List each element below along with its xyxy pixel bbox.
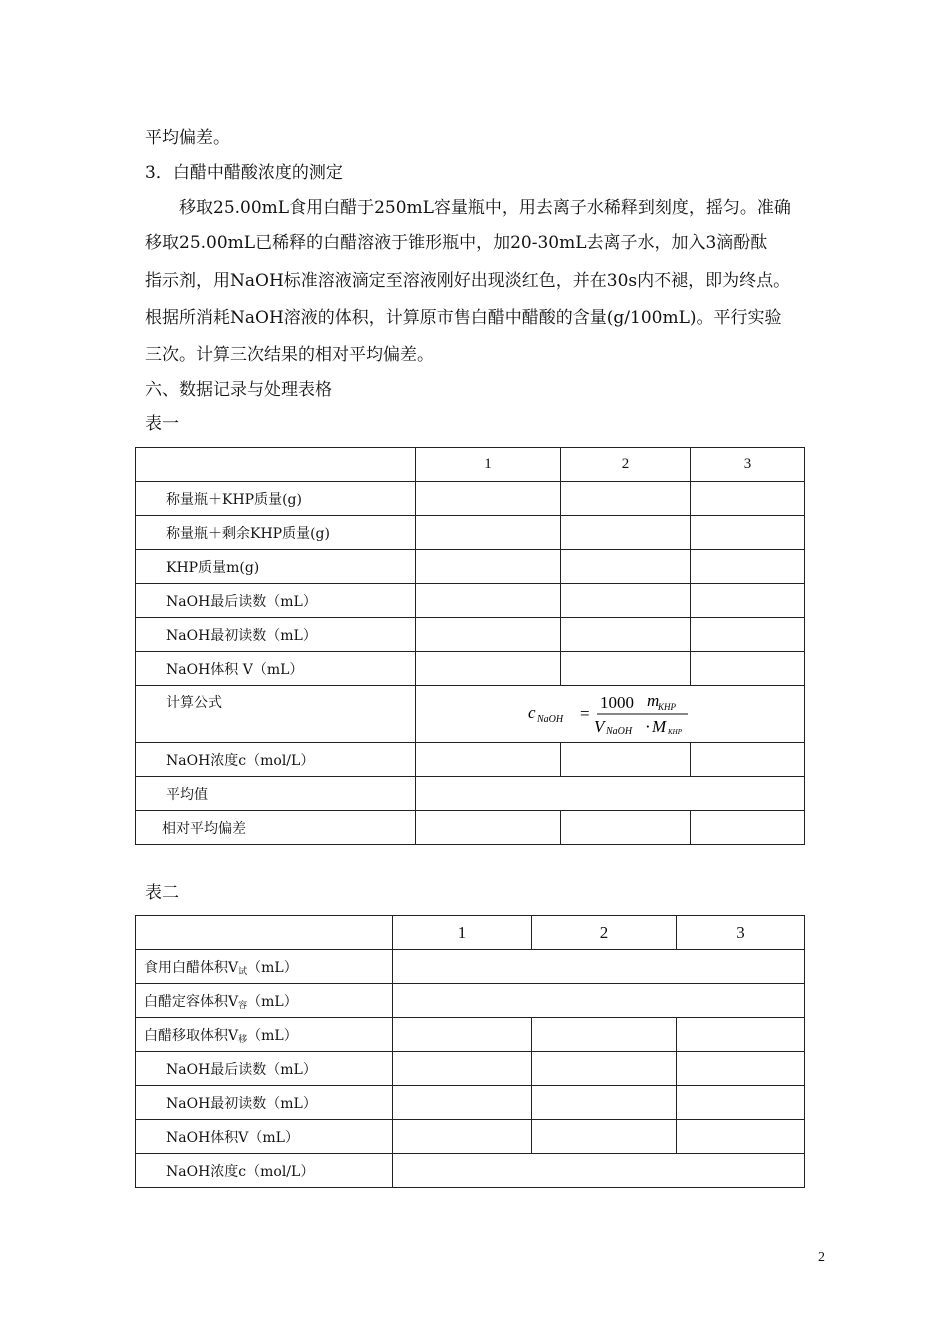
row-label: NaOH最初读数（mL） bbox=[136, 1086, 393, 1120]
data-cell bbox=[561, 811, 691, 845]
paragraph-line-7: 三次。计算三次结果的相对平均偏差。 bbox=[145, 345, 434, 365]
table-row bbox=[136, 482, 805, 516]
data-cell bbox=[393, 1154, 805, 1188]
row-label-sub: 试 bbox=[238, 966, 248, 977]
data-cell bbox=[393, 1086, 532, 1120]
header-col-1: 1 bbox=[393, 916, 532, 950]
table-row bbox=[136, 584, 805, 618]
data-cell bbox=[393, 950, 805, 984]
data-cell bbox=[677, 1120, 805, 1154]
table-row bbox=[136, 984, 805, 1018]
table2-title: 表二 bbox=[145, 883, 179, 903]
page-number: 2 bbox=[818, 1250, 825, 1265]
data-cell bbox=[561, 584, 691, 618]
data-cell bbox=[416, 482, 561, 516]
table-row bbox=[136, 652, 805, 686]
header-col-1: 1 bbox=[416, 448, 561, 482]
table-2 bbox=[135, 915, 805, 1188]
data-cell bbox=[532, 1120, 677, 1154]
paragraph-line-6: 根据所消耗NaOH溶液的体积，计算原市售白醋中醋酸的含量(g/100mL)。平行实验 bbox=[145, 308, 782, 328]
data-cell bbox=[532, 1018, 677, 1052]
paragraph-line-5: 指示剂，用NaOH标准溶液滴定至溶液刚好出现淡红色，并在30s内不褪，即为终点。 bbox=[145, 271, 791, 291]
row-label bbox=[136, 1018, 393, 1052]
row-label-unit: （mL） bbox=[247, 993, 298, 1010]
formula-label: 计算公式 bbox=[136, 686, 416, 743]
table-row bbox=[136, 743, 805, 777]
section-heading-3: 3．白醋中醋酸浓度的测定 bbox=[145, 163, 343, 183]
data-cell bbox=[416, 777, 805, 811]
row-label: 称量瓶＋剩余KHP质量(g) bbox=[136, 516, 416, 550]
table-row bbox=[136, 1018, 805, 1052]
header-empty-cell bbox=[136, 916, 393, 950]
data-cell bbox=[691, 652, 805, 686]
row-label: NaOH最后读数（mL） bbox=[136, 1052, 393, 1086]
row-label-unit: （mL） bbox=[247, 1027, 298, 1044]
header-col-2: 2 bbox=[561, 448, 691, 482]
row-label: 平均值 bbox=[136, 777, 416, 811]
formula-c: c bbox=[528, 703, 536, 722]
data-cell bbox=[691, 584, 805, 618]
paragraph-line-4: 移取25.00mL已稀释的白醋溶液于锥形瓶中，加20-30mL去离子水，加入3滴酚酞 bbox=[145, 233, 768, 253]
data-cell bbox=[393, 1120, 532, 1154]
row-label-text: 白醋移取体积V bbox=[144, 1027, 239, 1044]
table-header-row bbox=[136, 916, 805, 950]
data-cell bbox=[677, 1086, 805, 1120]
row-label: NaOH体积 V（mL） bbox=[136, 652, 416, 686]
formula-dot: · bbox=[645, 717, 651, 736]
data-cell bbox=[532, 1052, 677, 1086]
data-cell bbox=[561, 618, 691, 652]
row-label: 称量瓶＋KHP质量(g) bbox=[136, 482, 416, 516]
data-cell bbox=[691, 482, 805, 516]
data-cell bbox=[416, 618, 561, 652]
formula-m: m bbox=[647, 691, 660, 710]
data-cell bbox=[393, 984, 805, 1018]
data-cell bbox=[691, 516, 805, 550]
row-label-text: 食用白醋体积V bbox=[144, 959, 239, 976]
row-label: NaOH体积V（mL） bbox=[136, 1120, 393, 1154]
row-label-text: 白醋定容体积V bbox=[144, 993, 239, 1010]
data-cell bbox=[416, 516, 561, 550]
formula-v: V bbox=[594, 717, 605, 736]
formula-m-sub: KHP bbox=[658, 702, 676, 712]
data-cell bbox=[561, 743, 691, 777]
formula-M-sub: KHP bbox=[668, 728, 682, 736]
data-cell bbox=[691, 550, 805, 584]
header-col-3: 3 bbox=[677, 916, 805, 950]
data-cell bbox=[677, 1018, 805, 1052]
table1-title: 表一 bbox=[145, 414, 179, 434]
table-row bbox=[136, 950, 805, 984]
formula-graphic bbox=[416, 686, 805, 742]
row-label: NaOH最后读数（mL） bbox=[136, 584, 416, 618]
data-cell bbox=[393, 1018, 532, 1052]
table-row bbox=[136, 1120, 805, 1154]
section-heading-6: 六、数据记录与处理表格 bbox=[145, 380, 332, 400]
table-row bbox=[136, 777, 805, 811]
row-label: 相对平均偏差 bbox=[136, 811, 416, 845]
table-row bbox=[136, 550, 805, 584]
table-row bbox=[136, 1052, 805, 1086]
formula-c-sub: NaOH bbox=[537, 714, 564, 725]
row-label bbox=[136, 984, 393, 1018]
data-cell bbox=[691, 743, 805, 777]
formula-row bbox=[136, 686, 805, 743]
header-empty-cell bbox=[136, 448, 416, 482]
data-cell bbox=[561, 482, 691, 516]
formula-equals: = bbox=[580, 704, 590, 723]
header-col-3: 3 bbox=[691, 448, 805, 482]
data-cell bbox=[677, 1052, 805, 1086]
formula-numerator: 1000 bbox=[600, 693, 634, 712]
row-label: NaOH浓度c（mol/L） bbox=[136, 1154, 393, 1188]
row-label bbox=[136, 950, 393, 984]
table-row bbox=[136, 1154, 805, 1188]
table-row bbox=[136, 516, 805, 550]
formula-M: M bbox=[652, 717, 667, 736]
paragraph-line-3: 移取25.00mL食用白醋于250mL容量瓶中，用去离子水稀释到刻度，摇匀。准确 bbox=[145, 198, 791, 218]
table-row bbox=[136, 811, 805, 845]
data-cell bbox=[691, 618, 805, 652]
row-label-sub: 移 bbox=[238, 1034, 248, 1045]
row-label-unit: （mL） bbox=[247, 959, 298, 976]
data-cell bbox=[416, 550, 561, 584]
data-cell bbox=[416, 743, 561, 777]
data-cell bbox=[561, 516, 691, 550]
row-label-sub: 容 bbox=[238, 1000, 248, 1011]
paragraph-line-1: 平均偏差。 bbox=[145, 128, 230, 148]
row-label: NaOH最初读数（mL） bbox=[136, 618, 416, 652]
data-cell bbox=[532, 1086, 677, 1120]
data-cell bbox=[561, 550, 691, 584]
data-cell bbox=[561, 652, 691, 686]
row-label: KHP质量m(g) bbox=[136, 550, 416, 584]
table-header-row bbox=[136, 448, 805, 482]
data-cell bbox=[416, 811, 561, 845]
header-col-2: 2 bbox=[532, 916, 677, 950]
table-1 bbox=[135, 447, 805, 845]
row-label: NaOH浓度c（mol/L） bbox=[136, 743, 416, 777]
table-row bbox=[136, 618, 805, 652]
table-row bbox=[136, 1086, 805, 1120]
data-cell bbox=[416, 652, 561, 686]
data-cell bbox=[691, 811, 805, 845]
formula-cell bbox=[416, 686, 805, 743]
data-cell bbox=[416, 584, 561, 618]
formula-v-sub: NaOH bbox=[606, 726, 633, 737]
data-cell bbox=[393, 1052, 532, 1086]
